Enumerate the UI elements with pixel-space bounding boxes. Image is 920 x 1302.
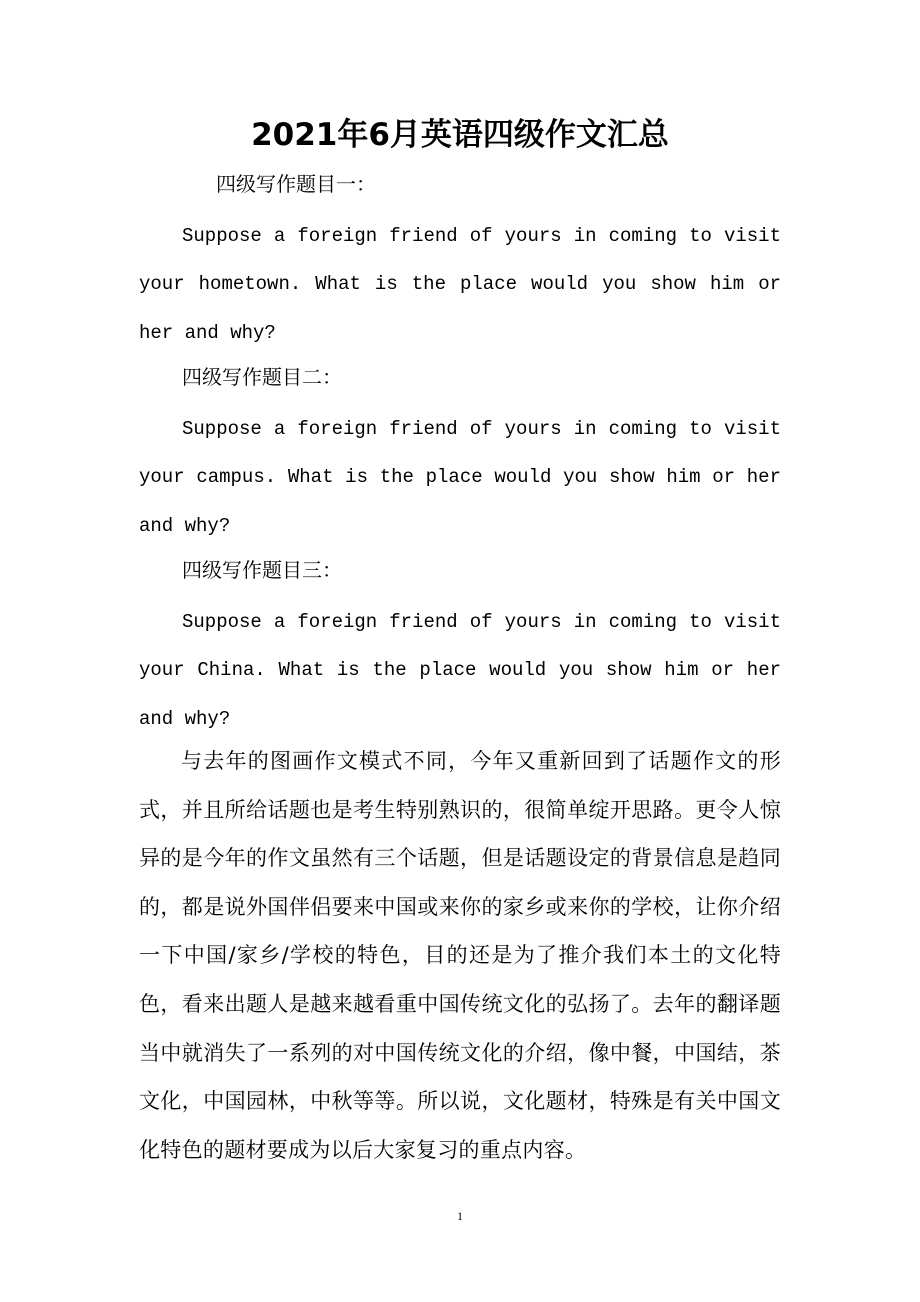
section-3-prompt: Suppose a foreign friend of yours in coming to visit your China. What is the place would you show him or her and why? [139, 611, 781, 730]
analysis-paragraph: 与去年的图画作文模式不同，今年又重新回到了话题作文的形式，并且所给话题也是考生特别熟识的，很简单绽开思路。更令人惊异的是今年的作文虽然有三个话题，但是话题设定的背景信息是趋同的，都是说外国伴侣要来中国或来你的家乡或来你的学校，让你介绍一下中国/家乡/学校的特色，目的还是为了推介我们本土的文化特色，看来出题人是越来越看重中国传统文化的弘扬了。去年的翻译题当中就消失了一系列的对中国传统文化的介绍，像中餐，中国结，茶文化，中国园林，中秋等等。所以说，文化题材，特殊是有关中国文化特色的题材要成为以后大家复习的重点内容。 [139, 749, 781, 1162]
section-2-prompt: Suppose a foreign friend of yours in coming to visit your campus. What is the place would you show him or her and why? [139, 418, 781, 537]
document-title: 2021年6月英语四级作文汇总 [251, 117, 669, 153]
section-1-label: 四级写作题目一： [216, 172, 376, 196]
section-2-label: 四级写作题目二： [182, 365, 342, 389]
section-1-prompt: Suppose a foreign friend of yours in coming to visit your hometown. What is the place would you show him or her and why? [139, 225, 781, 344]
section-3-label: 四级写作题目三： [182, 558, 342, 582]
page-number: 1 [457, 1209, 463, 1223]
